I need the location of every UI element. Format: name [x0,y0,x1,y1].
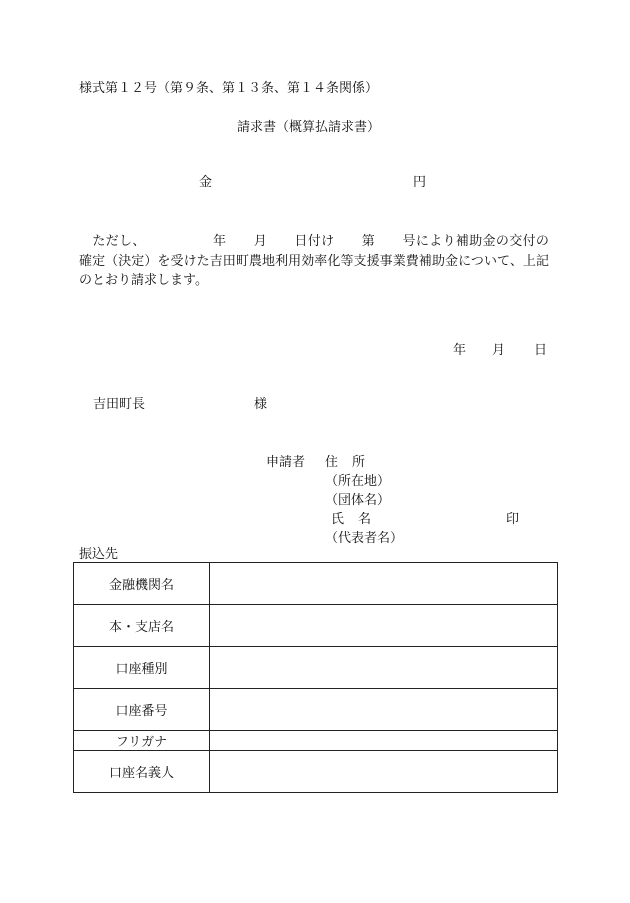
body-text-main: 号により補助金の交付の確定（決定）を受けた吉田町農地利用効率化等支援事業費補助金について、上記のとおり請求します。 [79,234,549,288]
seal-mark: 印 [506,512,520,527]
table-row [74,751,558,793]
account-number-field[interactable] [210,689,558,731]
table-row [74,647,558,689]
date-day-label: 日 [534,343,548,358]
representative-label: （代表者名） [325,531,404,546]
account-type-label: 口座種別 [74,647,210,689]
transfer-destination-heading: 振込先 [79,547,119,562]
name-label-char-2: 名 [358,512,372,527]
body-text-year: 年 [212,234,227,249]
table-row [74,689,558,731]
bank-name-field[interactable] [210,563,558,605]
body-text-intro: ただし、 [92,234,146,249]
table-row [74,605,558,647]
document-title: 請求書（概算払請求書） [237,120,381,135]
branch-name-field[interactable] [210,605,558,647]
organization-label: （団体名） [325,493,391,508]
table-row [74,563,558,605]
name-label-char-1: 氏 [331,512,345,527]
body-text-month: 月 [253,234,268,249]
amount-unit: 円 [413,175,427,190]
furigana-field[interactable] [210,731,558,751]
furigana-label: フリガナ [74,731,210,751]
account-holder-field[interactable] [210,751,558,793]
address-label [325,456,365,469]
date-year-label: 年 [453,343,467,358]
amount-label: 金 [199,175,213,190]
account-number-label: 口座番号 [74,689,210,731]
table-row [74,731,558,751]
form-number: 様式第１２号（第９条、第１３条、第１４条関係） [79,81,379,96]
bank-account-table [73,562,558,793]
applicant-label: 申請者 [266,455,306,470]
body-text-number-prefix: 第 [361,234,376,249]
account-type-field[interactable] [210,647,558,689]
bank-name-label: 金融機関名 [74,563,210,605]
address-label-char-2: 所 [352,455,366,470]
address-label-char-1: 住 [325,455,339,470]
body-text-date-suffix: 日付け [294,234,335,249]
date-month-label: 月 [492,343,506,358]
recipient-honorific: 様 [254,397,268,412]
branch-name-label: 本・支店名 [74,605,210,647]
account-holder-label: 口座名義人 [74,751,210,793]
name-label [331,513,371,526]
request-body-text [79,232,549,291]
location-label: （所在地） [325,474,391,489]
recipient-name: 吉田町長 [93,397,146,412]
